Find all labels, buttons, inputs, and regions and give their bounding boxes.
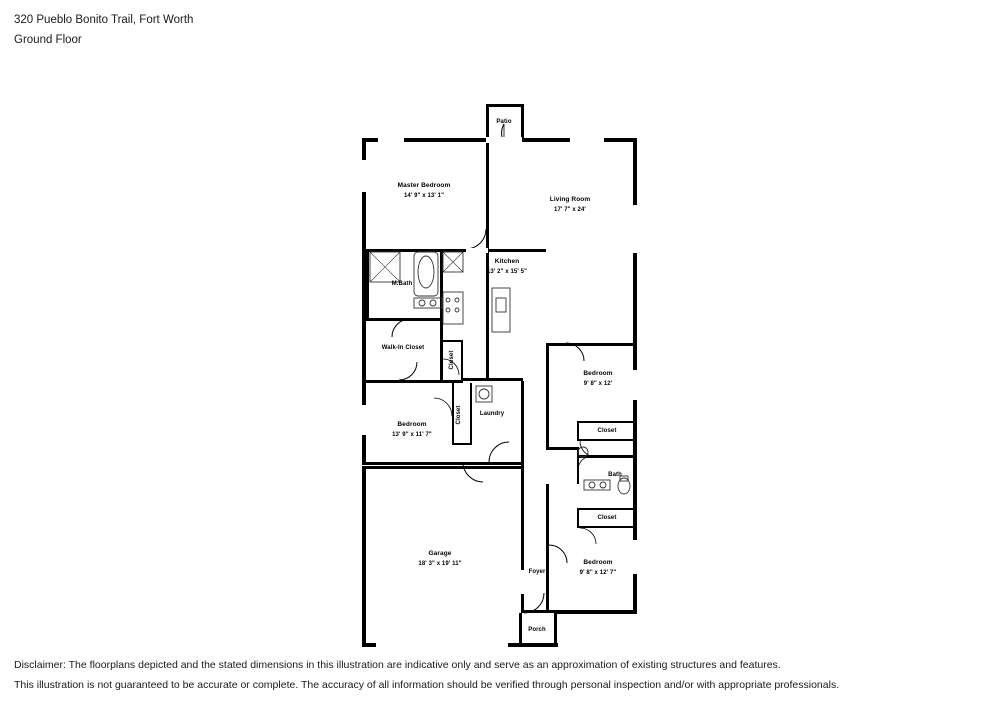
room-name: Kitchen: [494, 258, 520, 265]
room-name: Patio: [496, 118, 512, 125]
room-label: [487, 258, 527, 276]
room-label: [392, 280, 413, 289]
room-name: Porch: [528, 626, 546, 633]
room-name: Bedroom: [583, 370, 613, 377]
room-name: Walk-In Closet: [381, 344, 425, 351]
room-dimensions: 17' 7" x 24': [554, 206, 586, 213]
room-label: [418, 550, 461, 568]
disclaimer-line-2: This illustration is not guaranteed to be accurate or complete. The accuracy of all information should be verified through personal inspection and/or with appropriate professionals.: [14, 679, 840, 691]
room-name: Bath: [608, 471, 622, 478]
room-label: [398, 182, 451, 200]
room-name: M.Bath: [391, 280, 413, 287]
vanity-fixture: [414, 298, 442, 308]
bathtub-fixture: [414, 252, 438, 296]
room-label: [528, 626, 546, 635]
room-label: [608, 471, 622, 480]
room-label: [392, 421, 432, 439]
room-dimensions: 18' 3" x 19' 11": [418, 560, 462, 567]
room-label: [480, 410, 504, 419]
room-dimensions: 9' 8" x 12': [583, 380, 613, 387]
room-name: Garage: [428, 550, 452, 557]
room-label: [496, 118, 511, 127]
room-label: [455, 406, 464, 425]
room-name: Bedroom: [583, 559, 613, 566]
room-label: [448, 351, 457, 370]
range-fixture: [443, 292, 463, 324]
room-name: Master Bedroom: [397, 182, 451, 189]
room-name: Foyer: [528, 568, 546, 575]
page-title: 320 Pueblo Bonito Trail, Fort Worth: [14, 14, 194, 26]
room-dimensions: 13' 2" x 15' 5": [486, 268, 528, 275]
washer-fixture: [476, 386, 492, 402]
kitchen-island: [492, 288, 510, 332]
room-label: [598, 514, 617, 523]
room-label: [550, 196, 590, 214]
room-label: [382, 344, 425, 353]
room-dimensions: 9' 8" x 12' 7": [579, 569, 617, 576]
room-name: Closet: [597, 427, 617, 434]
disclaimer: [14, 655, 974, 695]
room-label: [529, 568, 546, 577]
room-name: Living Room: [549, 196, 591, 203]
room-name: Closet: [448, 350, 455, 370]
floor-subtitle: Ground Floor: [14, 34, 82, 46]
room-label: [580, 559, 617, 577]
room-label: [583, 370, 612, 388]
room-dimensions: 14' 9" x 13' 1": [403, 192, 445, 199]
room-name: Laundry: [479, 410, 505, 417]
disclaimer-line-1: Disclaimer: The floorplans depicted and the stated dimensions in this illustration are indicative only and serve as an approximation of existing structures and features.: [14, 659, 781, 671]
room-name: Closet: [597, 514, 617, 521]
room-name: Bedroom: [397, 421, 427, 428]
room-label: [598, 427, 617, 436]
room-dimensions: 13' 9" x 11' 7": [392, 431, 432, 438]
room-name: Closet: [455, 405, 462, 425]
